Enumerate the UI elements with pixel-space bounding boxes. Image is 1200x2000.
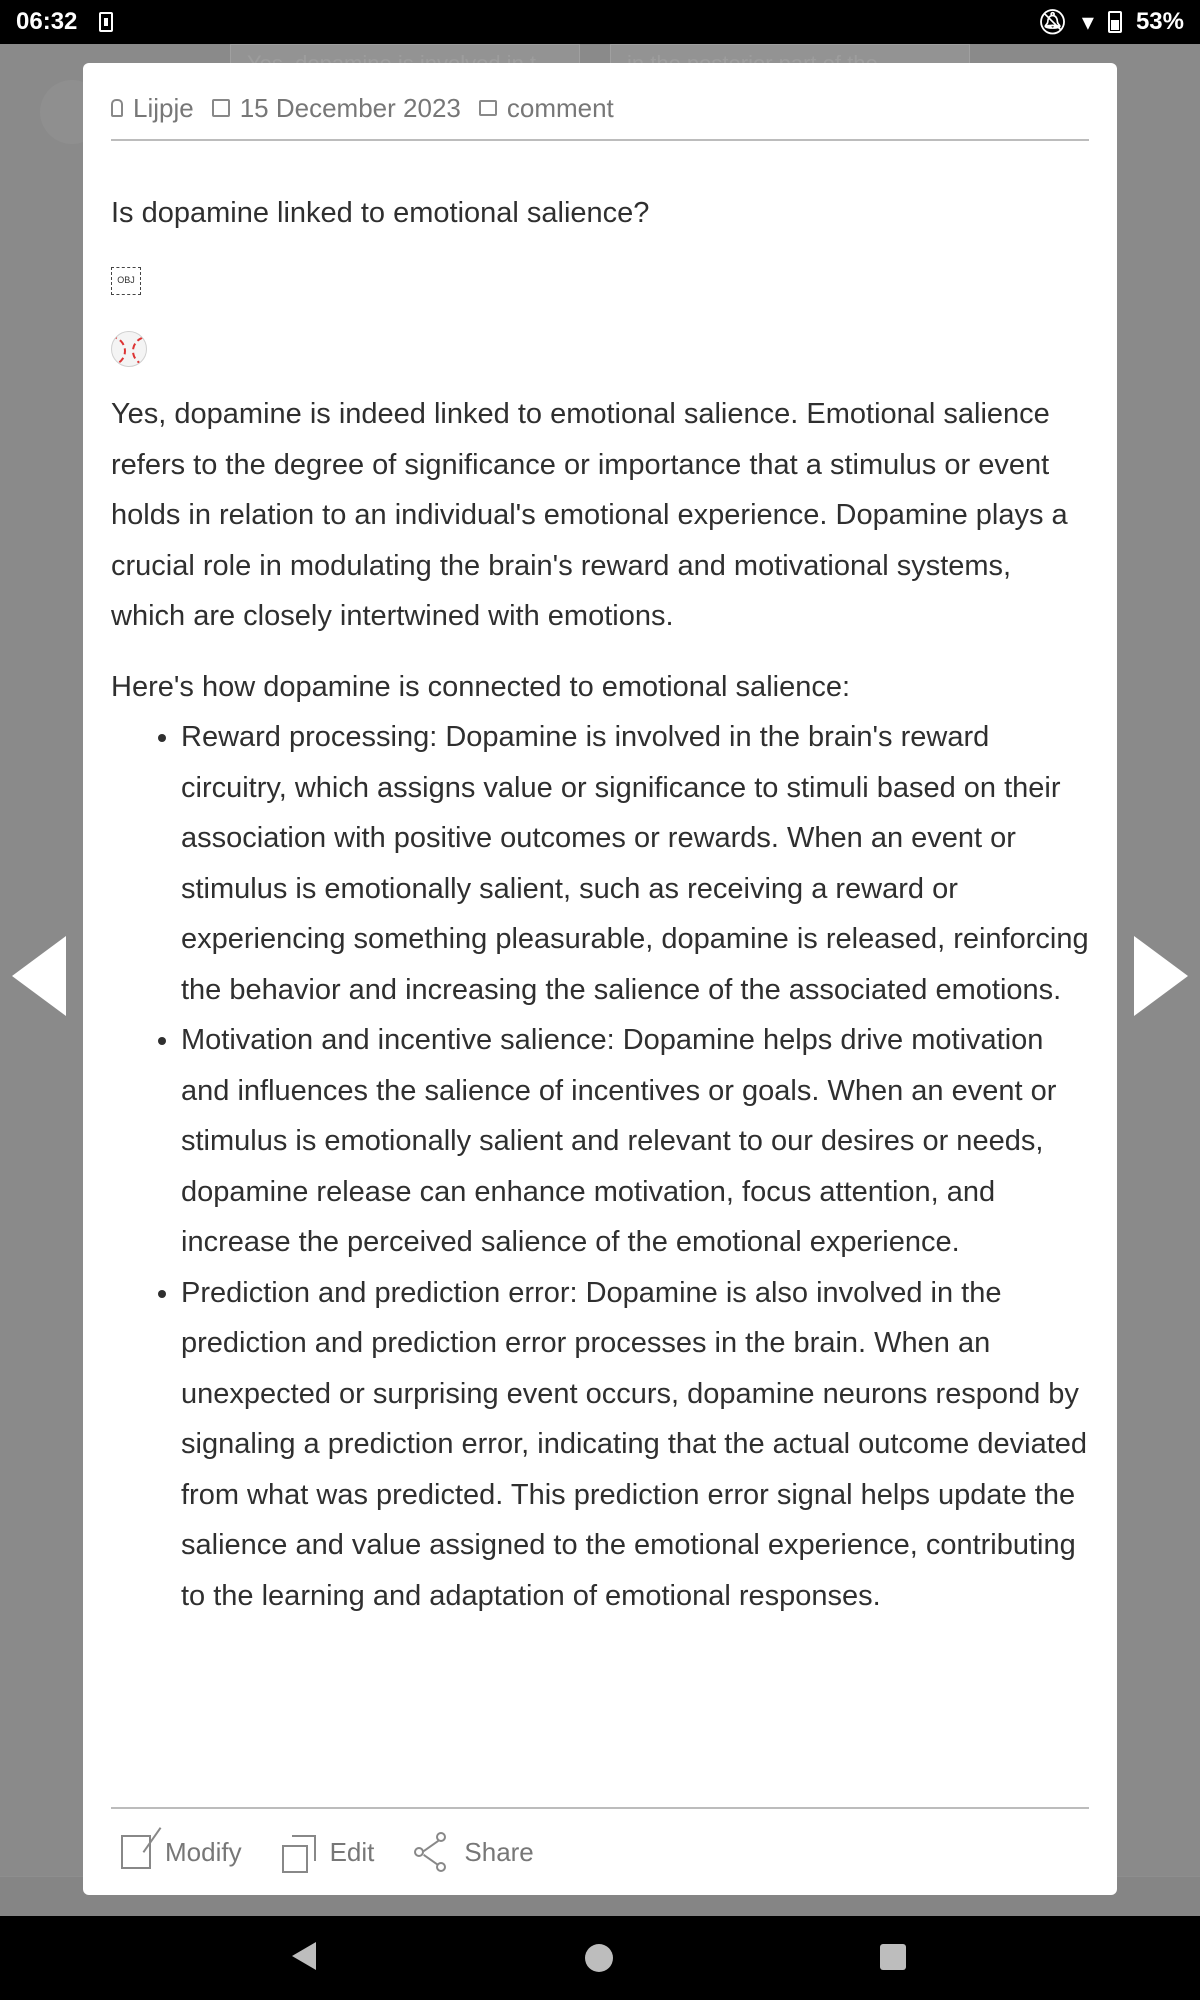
share-label: Share bbox=[464, 1836, 534, 1867]
edit-icon bbox=[282, 1835, 316, 1869]
battery-icon bbox=[1108, 11, 1122, 33]
recent-apps-icon[interactable] bbox=[880, 1944, 906, 1970]
back-icon[interactable] bbox=[292, 1942, 316, 1970]
modify-label: Modify bbox=[165, 1836, 242, 1867]
next-arrow-button[interactable] bbox=[1134, 936, 1188, 1016]
note-meta bbox=[111, 91, 1089, 141]
comment-link[interactable]: comment bbox=[506, 92, 614, 123]
previous-arrow-button[interactable] bbox=[12, 936, 66, 1016]
edit-button[interactable] bbox=[282, 1835, 375, 1869]
answer-list bbox=[181, 712, 1089, 1621]
note-content bbox=[111, 161, 1089, 1807]
meta-comment[interactable] bbox=[479, 93, 614, 124]
object-placeholder: OBJ bbox=[111, 267, 141, 295]
battery-level: 53% bbox=[1135, 8, 1184, 35]
note-question: Is dopamine linked to emotional salience? bbox=[111, 197, 650, 229]
dialog-footer bbox=[111, 1807, 1089, 1895]
note-date: 15 December 2023 bbox=[239, 92, 461, 123]
author-name: Lijpje bbox=[133, 92, 194, 123]
share-button[interactable] bbox=[414, 1832, 533, 1872]
modify-icon bbox=[121, 1835, 151, 1869]
home-icon[interactable] bbox=[585, 1944, 613, 1972]
answer-paragraph: Yes, dopamine is indeed linked to emotional salience. Emotional salience refers to the degree of significance or importance that a stimulus or event holds in relation to an individual's emotional experience. Dopamine plays a crucial role in modulating the brain's reward and motivational systems, which are closely intertwined with emotions. bbox=[111, 398, 1068, 632]
note-dialog bbox=[83, 63, 1117, 1895]
list-item: • Prediction and prediction error: Dopamine is also involved in the prediction and prediction error processes in the brain. When an unexpected or surprising event occurs, dopamine neurons respond by signaling a prediction error, indicating that the actual outcome deviated from what was predicted. This prediction error signal helps update the salience and value assigned to the emotional experience, contributing to the learning and adaptation of emotional responses. bbox=[181, 1268, 1089, 1622]
meta-date bbox=[212, 93, 461, 124]
meta-author bbox=[111, 93, 194, 124]
user-icon bbox=[111, 99, 123, 117]
status-right bbox=[1037, 8, 1184, 37]
list-item: • Motivation and incentive salience: Dopamine helps drive motivation and influences the salience of incentives or goals. When an event or stimulus is emotionally salient and relevant to our desires or needs, dopamine release can enhance motivation, focus attention, and increase the perceived salience of the emotional experience. bbox=[181, 1015, 1089, 1268]
modify-button[interactable] bbox=[121, 1835, 242, 1869]
sim-icon bbox=[99, 12, 113, 32]
baseball-icon bbox=[111, 331, 147, 367]
comment-icon bbox=[479, 100, 497, 116]
share-icon bbox=[414, 1832, 450, 1872]
wifi-icon: ▾ bbox=[1081, 8, 1094, 36]
status-bar bbox=[0, 0, 1200, 44]
edit-label: Edit bbox=[329, 1836, 375, 1867]
mute-icon: 🔕︎ bbox=[1037, 8, 1068, 36]
system-nav-bar bbox=[0, 1916, 1200, 2000]
list-item: • Reward processing: Dopamine is involved in the brain's reward circuitry, which assigns value or significance to stimuli based on their association with positive outcomes or rewards. When an event or stimulus is emotionally salient, such as receiving a reward or experiencing something pleasurable, dopamine is released, reinforcing the behavior and increasing the salience of the associated emotions. bbox=[181, 712, 1089, 1015]
calendar-icon bbox=[212, 99, 230, 117]
status-time: 06:32 bbox=[16, 8, 78, 35]
list-intro: Here's how dopamine is connected to emotional salience: bbox=[111, 670, 851, 703]
